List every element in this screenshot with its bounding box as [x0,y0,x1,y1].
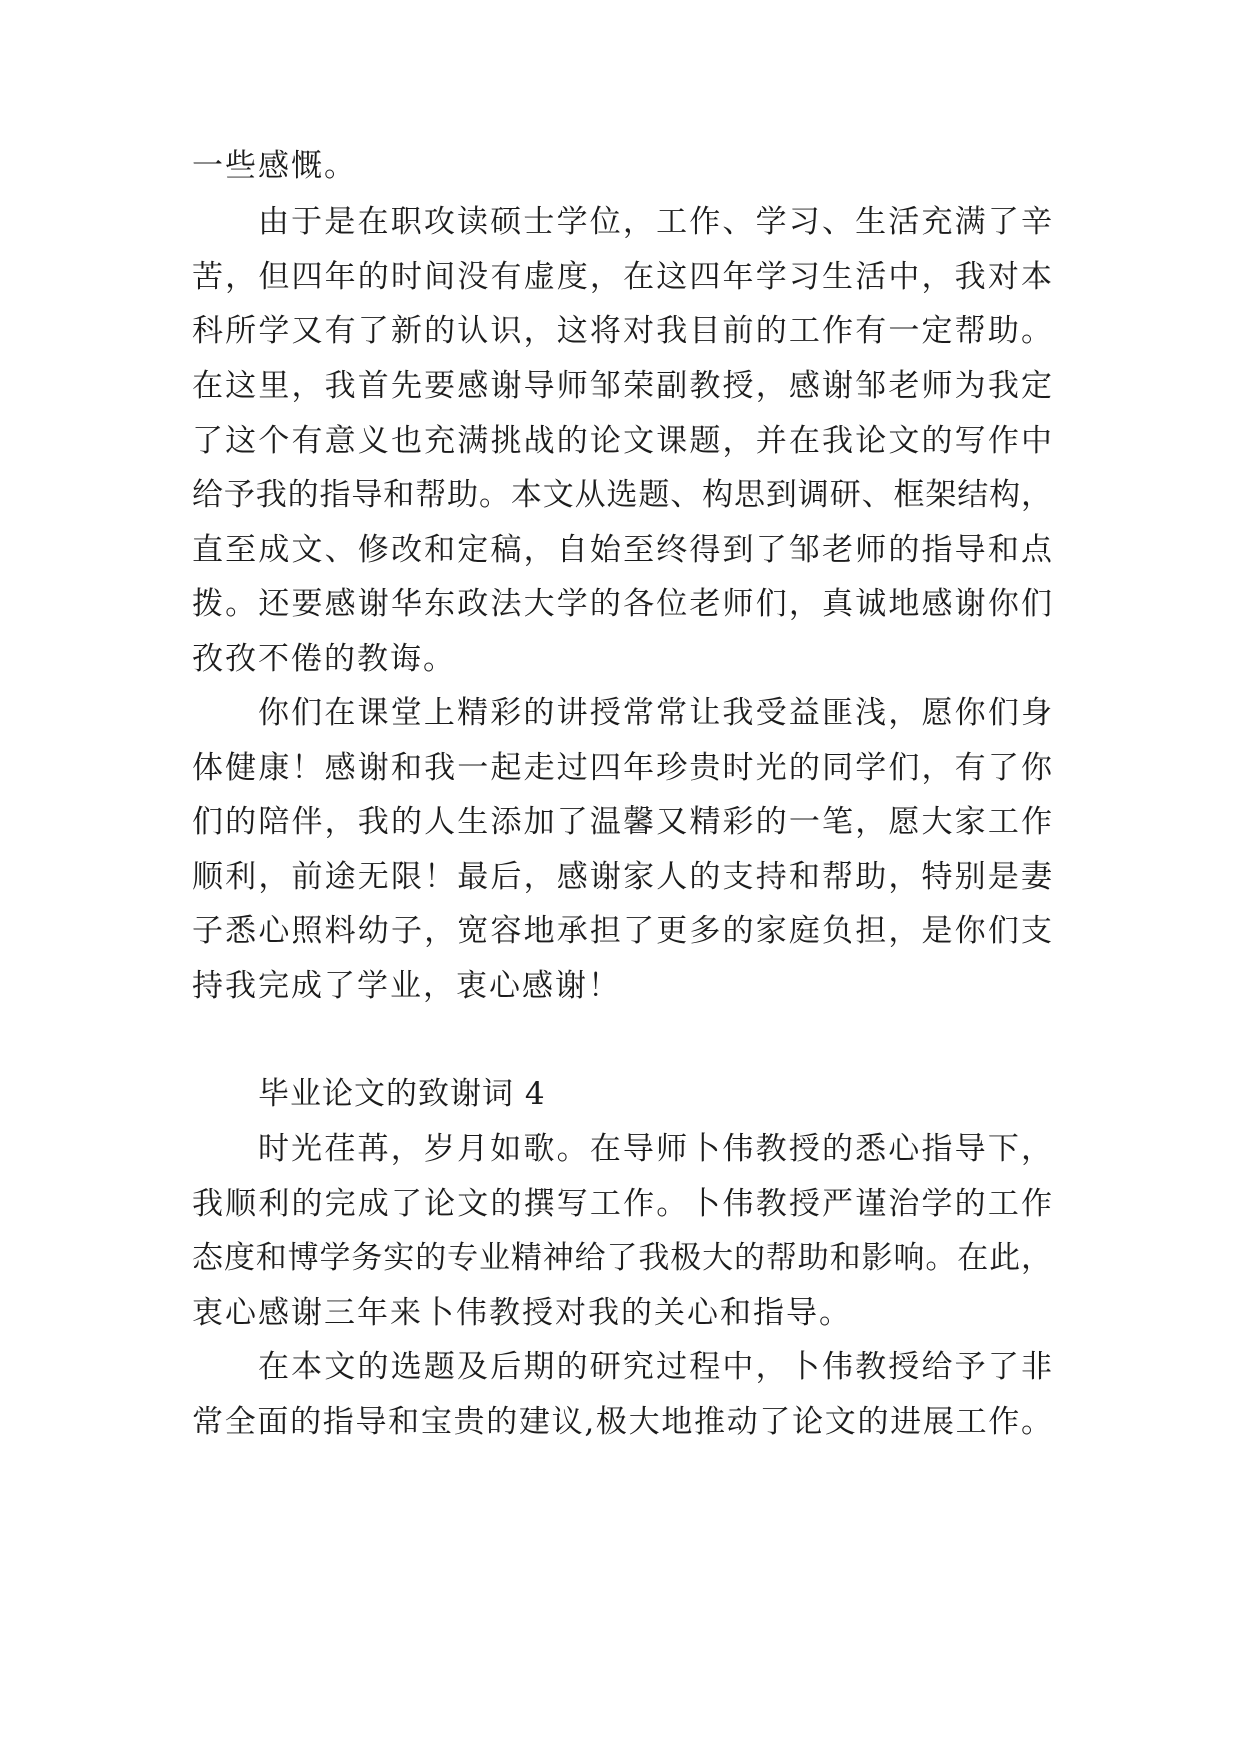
text-line: 顺利，前途无限！最后，感谢家人的支持和帮助，特别是妻 [192,859,1052,895]
text-line: 在这里，我首先要感谢导师邹荣副教授，感谢邹老师为我定 [192,368,1052,404]
text-line: 持我完成了学业，衷心感谢！ [192,968,621,1004]
text-line: 了这个有意义也充满挑战的论文课题，并在我论文的写作中 [192,423,1052,459]
text-line: 苦，但四年的时间没有虚度，在这四年学习生活中，我对本 [192,259,1052,295]
text-line: 一些感慨。 [192,148,357,184]
text-line: 衷心感谢三年来卜伟教授对我的关心和指导。 [192,1295,852,1331]
text-line: 体健康！感谢和我一起走过四年珍贵时光的同学们，有了你 [192,750,1052,786]
text-line: 态度和博学务实的专业精神给了我极大的帮助和影响。在此， [192,1240,1052,1276]
text-line: 直至成文、修改和定稿，自始至终得到了邹老师的指导和点 [192,532,1052,568]
text-line: 我顺利的完成了论文的撰写工作。卜伟教授严谨治学的工作 [192,1186,1052,1222]
paragraph-first-line: 在本文的选题及后期的研究过程中，卜伟教授给予了非 [258,1349,1052,1385]
text-line: 孜孜不倦的教诲。 [192,641,456,677]
text-line: 子悉心照料幼子，宽容地承担了更多的家庭负担，是你们支 [192,913,1052,949]
text-line: 拨。还要感谢华东政法大学的各位老师们，真诚地感谢你们 [192,586,1052,622]
text-line: 科所学又有了新的认识，这将对我目前的工作有一定帮助。 [192,313,1052,349]
paragraph-first-line: 你们在课堂上精彩的讲授常常让我受益匪浅，愿你们身 [258,695,1052,731]
text-line: 给予我的指导和帮助。本文从选题、构思到调研、框架结构， [192,477,1052,513]
section-heading: 毕业论文的致谢词 4 [258,1076,546,1112]
paragraph-first-line: 由于是在职攻读硕士学位，工作、学习、生活充满了辛 [258,204,1052,240]
text-line: 们的陪伴，我的人生添加了温馨又精彩的一笔，愿大家工作 [192,804,1052,840]
paragraph-first-line: 时光荏苒，岁月如歌。在导师卜伟教授的悉心指导下， [258,1131,1052,1167]
text-line: 常全面的指导和宝贵的建议,极大地推动了论文的进展工作。 [192,1404,1052,1440]
